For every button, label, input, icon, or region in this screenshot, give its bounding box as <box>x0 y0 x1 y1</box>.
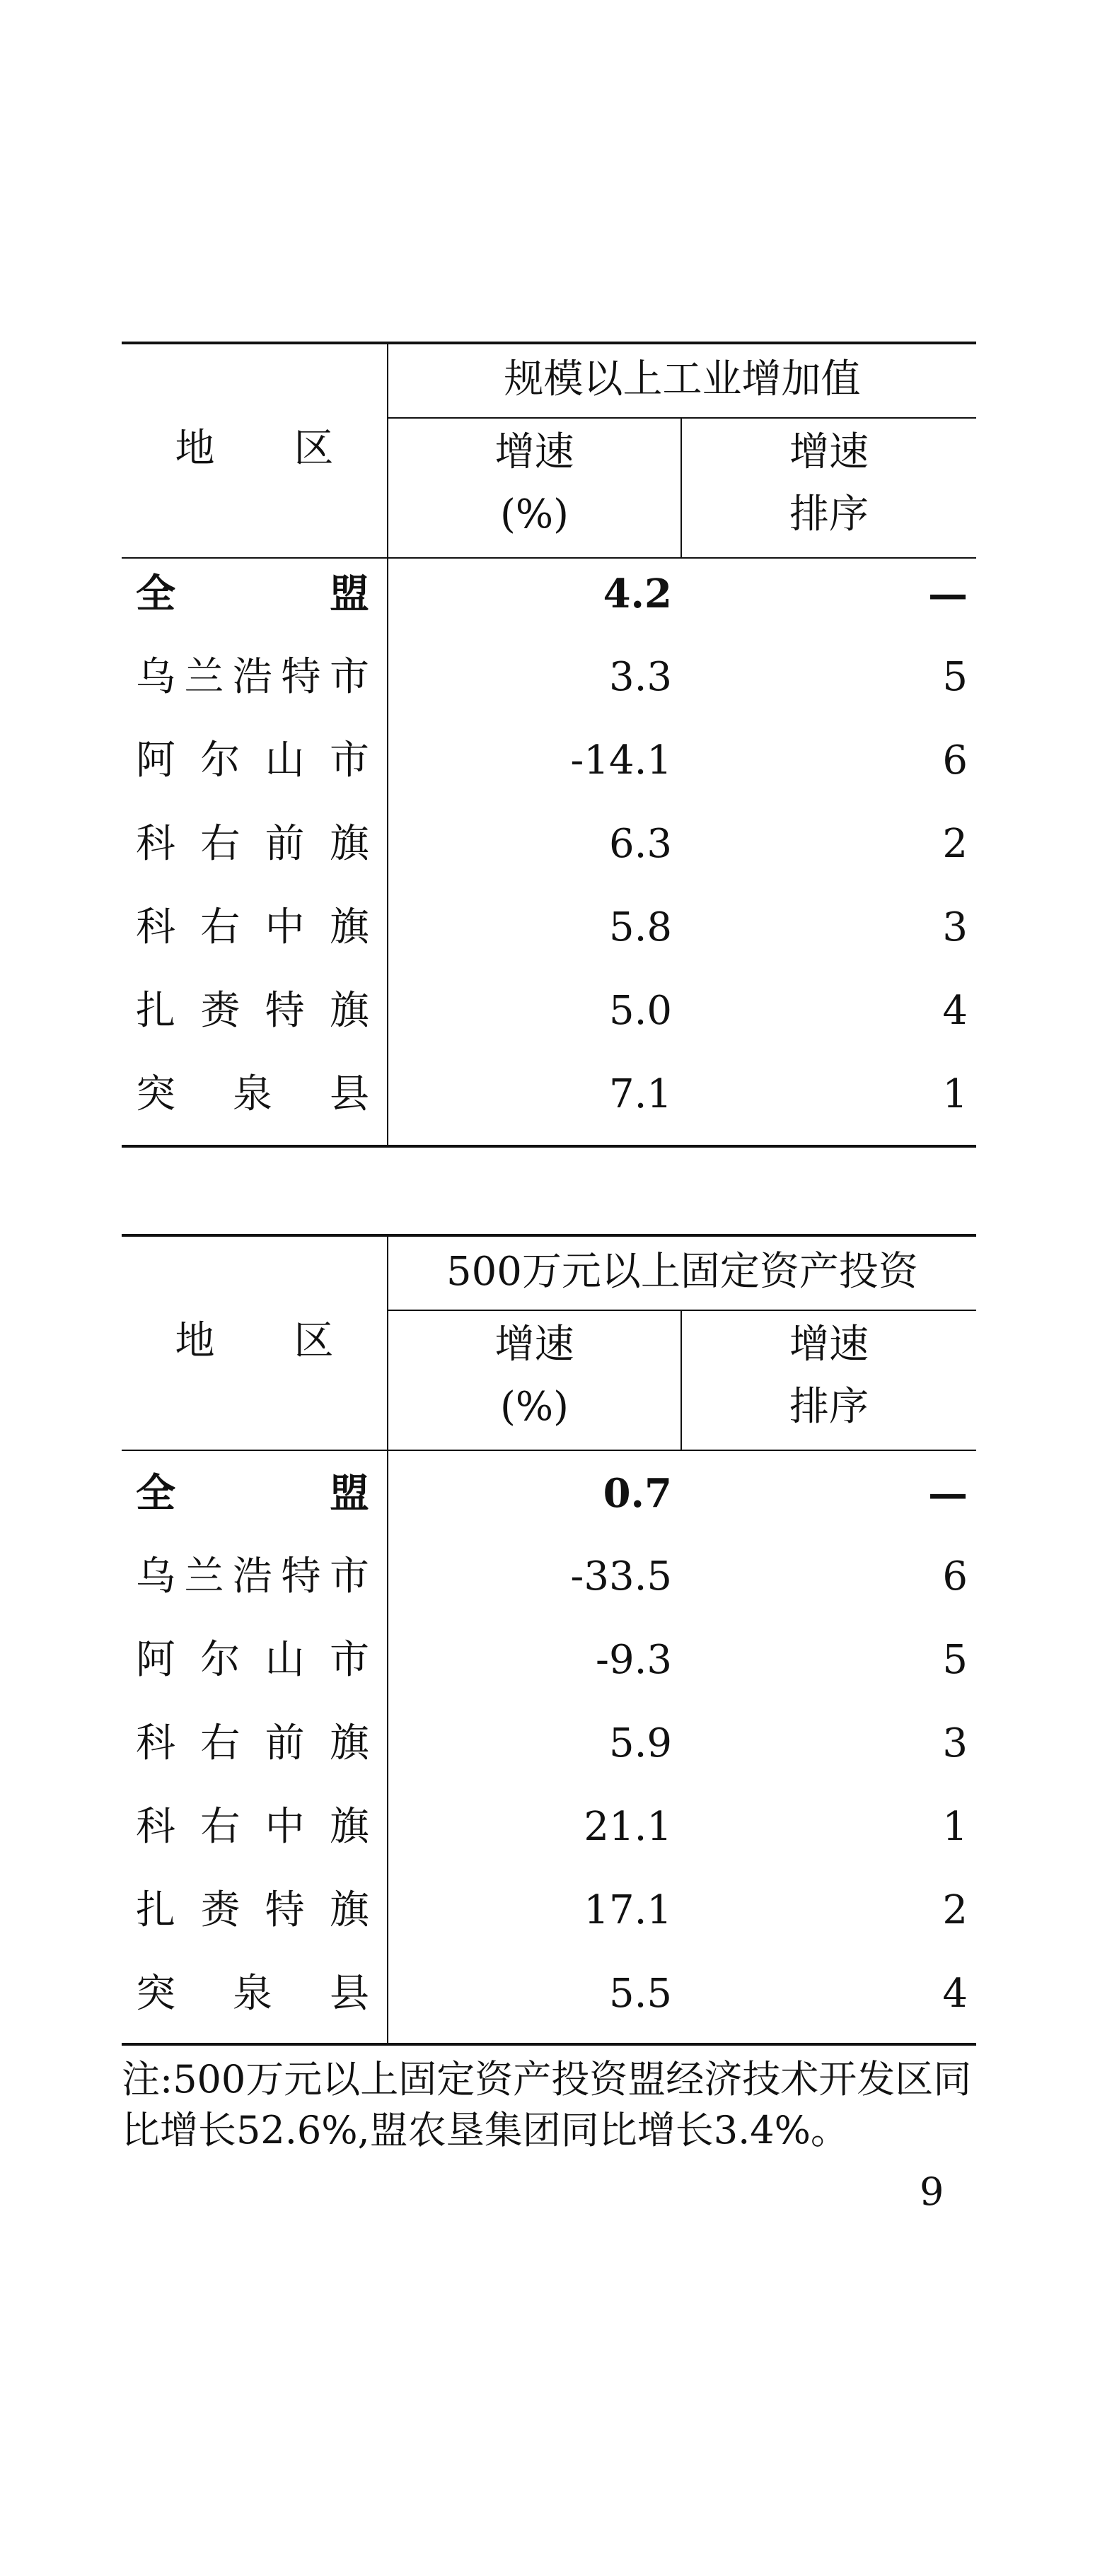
rank-header-line1: 增速 <box>789 429 869 475</box>
rate-header-line1: 增速 <box>494 1322 574 1368</box>
row-rank: 1 <box>942 1804 968 1850</box>
top-rule <box>122 1234 976 1237</box>
row-region: 乌 兰 浩 特 市 <box>136 1554 369 1599</box>
row-region: 突 泉 县 <box>136 1071 369 1117</box>
group-header: 500万元以上固定资产投资 <box>446 1249 918 1295</box>
row-rate: 5.5 <box>608 1971 672 2017</box>
bottom-rule <box>122 2043 976 2046</box>
rank-header-line1: 增速 <box>789 1322 869 1368</box>
row-rate: 5.0 <box>608 988 672 1034</box>
row-rate: 17.1 <box>584 1887 672 1933</box>
header-bottom-rule <box>122 1450 976 1451</box>
row-region: 阿 尔 山 市 <box>136 738 369 783</box>
row-rank: 2 <box>942 1887 968 1933</box>
row-rate: 5.8 <box>608 904 672 950</box>
row-rank: 4 <box>942 1971 968 2017</box>
row-region: 科 右 前 旗 <box>136 1720 369 1766</box>
row-rank: — <box>928 571 968 617</box>
rank-header-line2: 排序 <box>789 491 869 537</box>
row-rank: 3 <box>942 1720 968 1766</box>
row-rank: 2 <box>942 821 968 867</box>
row-rate: 7.1 <box>608 1071 672 1117</box>
row-rank: 5 <box>942 1637 968 1683</box>
row-region: 扎 赉 特 旗 <box>136 988 369 1034</box>
row-rate: 0.7 <box>603 1470 672 1517</box>
row-rank: 6 <box>942 738 968 783</box>
rate-header-line2: (%) <box>500 1384 569 1430</box>
row-rank: 5 <box>942 654 968 700</box>
row-rate: -33.5 <box>570 1554 672 1599</box>
group-header: 规模以上工业增加值 <box>504 356 861 402</box>
row-rank: — <box>928 1470 968 1517</box>
row-rate: -14.1 <box>570 738 672 783</box>
rate-header-line2: (%) <box>500 491 569 537</box>
row-rate: 21.1 <box>584 1804 672 1850</box>
row-region: 扎 赉 特 旗 <box>136 1887 369 1933</box>
row-region: 科 右 前 旗 <box>136 821 369 867</box>
row-region: 阿 尔 山 市 <box>136 1637 369 1683</box>
row-region: 科 右 中 旗 <box>136 1804 369 1850</box>
page-number: 9 <box>920 2169 944 2214</box>
row-region: 乌 兰 浩 特 市 <box>136 654 369 700</box>
row-rank: 3 <box>942 904 968 950</box>
row-rank: 4 <box>942 988 968 1034</box>
header-bottom-rule <box>122 557 976 559</box>
rate-header-line1: 增速 <box>494 429 574 475</box>
industrial-value-table <box>122 342 976 1148</box>
row-region: 全 盟 <box>136 1470 369 1517</box>
row-region: 科 右 中 旗 <box>136 904 369 950</box>
row-rate: 6.3 <box>608 821 672 867</box>
top-rule <box>122 342 976 344</box>
row-region: 突 泉 县 <box>136 1971 369 2017</box>
region-header: 地 区 <box>175 1318 334 1364</box>
row-rate: 4.2 <box>603 571 672 617</box>
row-rate: -9.3 <box>596 1637 672 1683</box>
region-header: 地 区 <box>175 426 334 472</box>
table-footnote: 注:500万元以上固定资产投资盟经济技术开发区同比增长52.6%,盟农垦集团同比增长3.4%。 <box>122 2057 972 2152</box>
fixed-investment-table <box>122 1234 976 2047</box>
row-rank: 6 <box>942 1554 968 1599</box>
row-rate: 5.9 <box>608 1720 672 1766</box>
rank-header-line2: 排序 <box>789 1384 869 1430</box>
row-rank: 1 <box>942 1071 968 1117</box>
row-region: 全 盟 <box>136 571 369 617</box>
bottom-rule <box>122 1145 976 1148</box>
row-rate: 3.3 <box>608 654 672 700</box>
